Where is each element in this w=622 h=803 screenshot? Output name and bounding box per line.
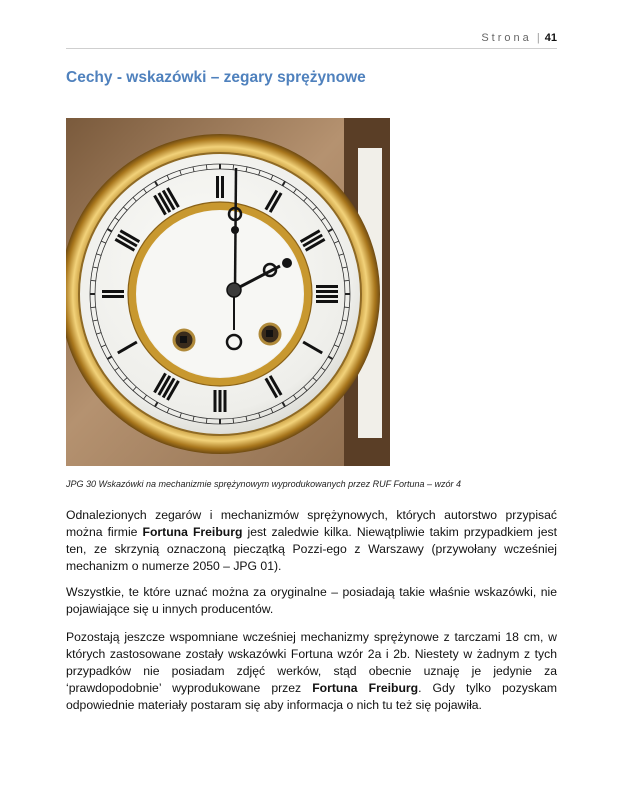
winding-arbor-right: [266, 330, 273, 337]
header-label: Strona: [481, 32, 532, 44]
page-number: 41: [544, 32, 557, 44]
clock-photo: [66, 118, 390, 466]
header-divider: [66, 48, 557, 49]
paragraph-3: [66, 629, 557, 714]
header-separator: |: [536, 32, 540, 44]
paragraph-text: Wszystkie, te które uznać można za oryginalne – posiadają takie właśnie wskazówki, nie pojawiające się u innych producentów.: [66, 585, 557, 616]
inner-dial: [137, 211, 303, 377]
center-pin: [227, 283, 241, 297]
paragraph-bold: Fortuna Freiburg: [312, 681, 419, 695]
paragraph-1: [66, 507, 557, 575]
paragraph-bold: Fortuna Freiburg: [142, 525, 243, 539]
figure-caption: JPG 30 Wskazówki na mechanizmie sprężynowym wyprodukowanych przez RUF Fortuna – wzór 4: [66, 479, 461, 489]
paragraph-2: [66, 584, 557, 618]
paragraph-text: Odnalezionych zegarów i mechanizmów sprężynowych, których autorstwo przypisać można firmie: [66, 508, 557, 539]
paragraph-text: jest zaledwie kilka. Niewątpliwie takim przypadkiem jest ten, ze skrzynią oznaczoną pieczątką Pozzi-ego z Warszawy (przywołany wcześniej mechanizm o numerze 2050 – JPG 01).: [66, 525, 557, 573]
section-title: Cechy - wskazówki – zegary sprężynowe: [66, 69, 366, 86]
paragraph-text: . Gdy tylko pozyskam odpowiednie materiały postaram się aby informacja o nich tu też się pojawiła.: [66, 681, 557, 712]
winding-arbor-left: [180, 336, 187, 343]
page-header: [66, 32, 557, 44]
paragraph-text: Pozostają jeszcze wspomniane wcześniej mechanizmy sprężynowe z tarczami 18 cm, w których zastosowane zostały wskazówki Fortuna wzór 2a i 2b. Niestety w żadnym z tych przypadków nie posiadam zdjęć werków, stąd obecnie uznaję je jedynie za ‘prawdopodobnie’ wyprodukowane przez: [66, 630, 557, 695]
